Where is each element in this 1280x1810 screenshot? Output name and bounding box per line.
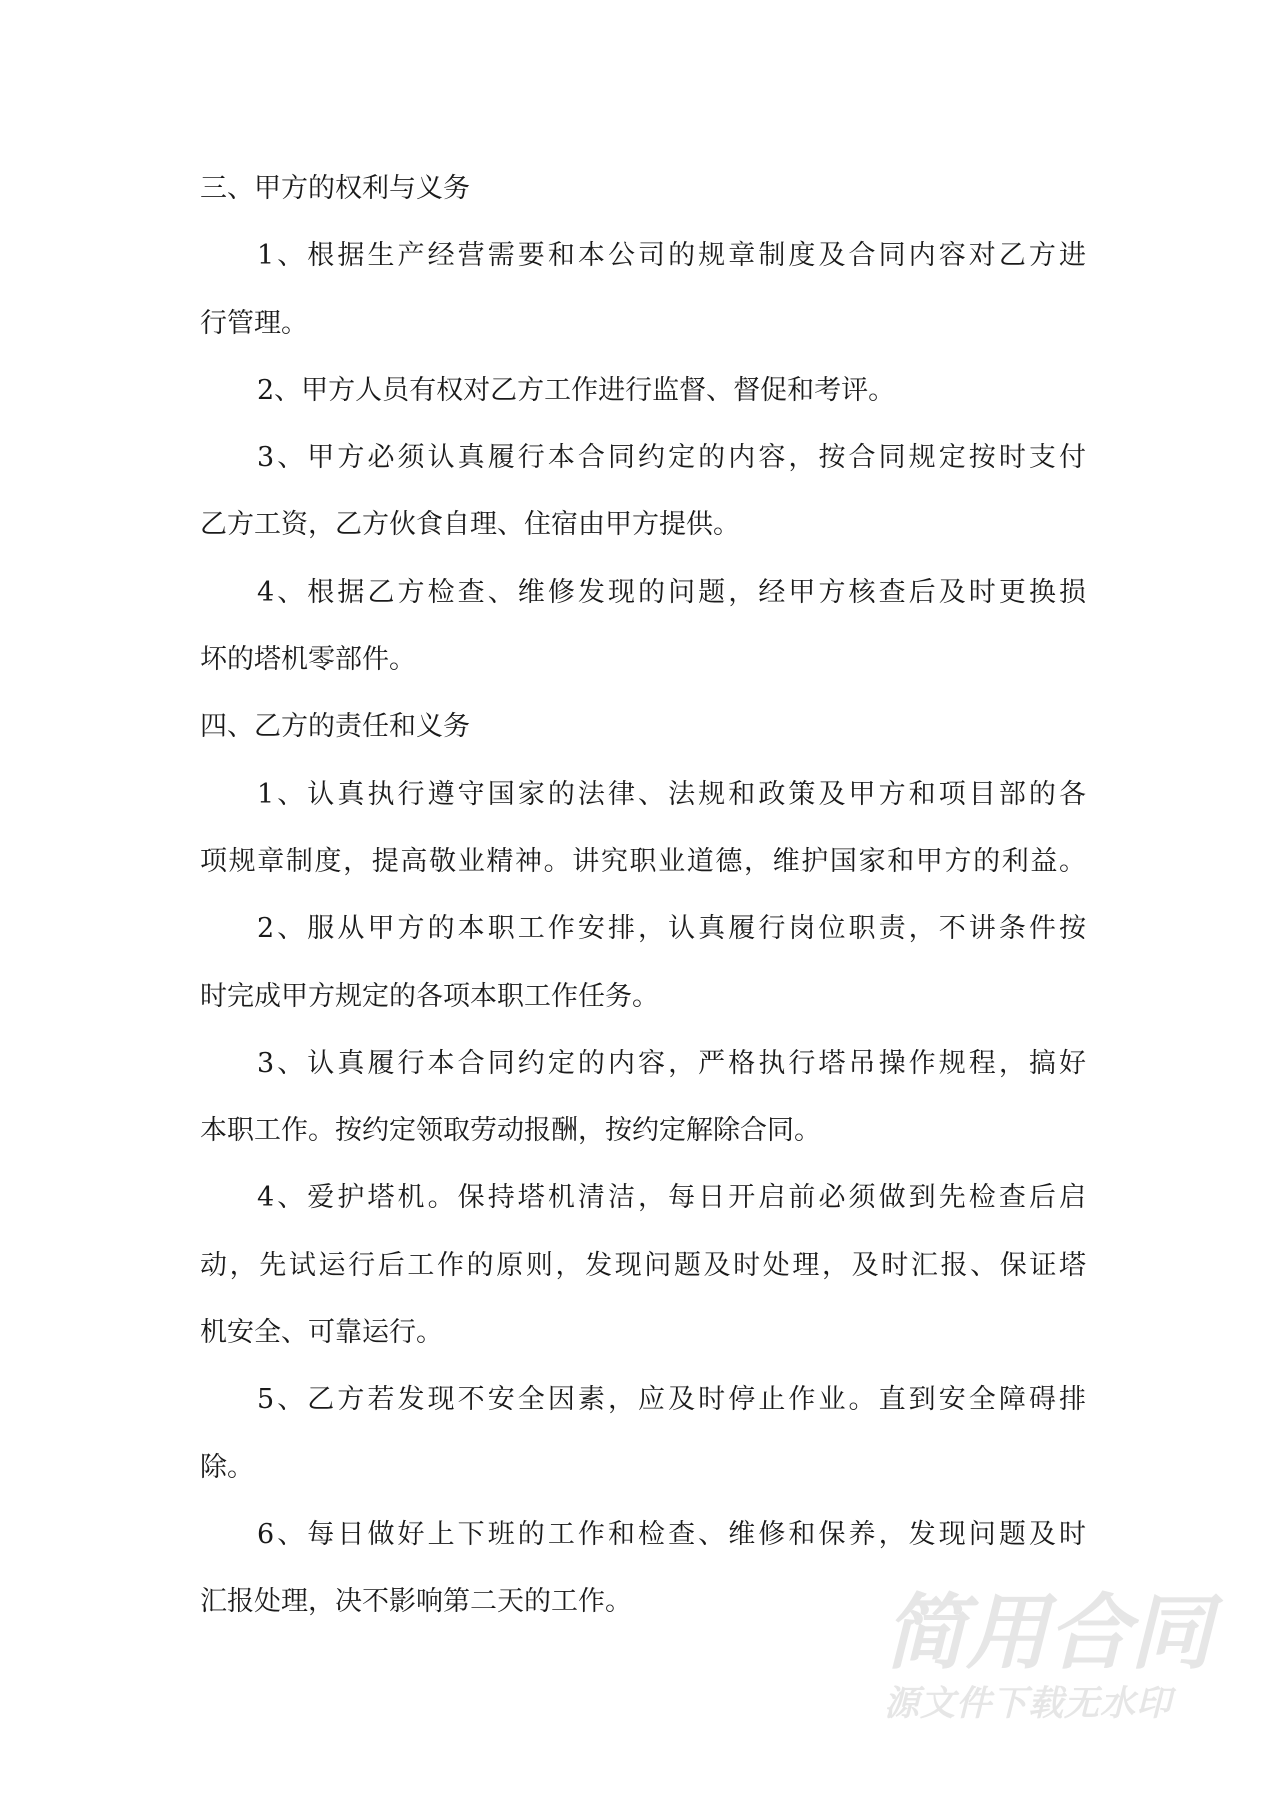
paragraph-line: 2、服从甲方的本职工作安排，认真履行岗位职责，不讲条件按 [257, 913, 1086, 945]
document-body [200, 155, 1086, 1636]
section-heading: 四、乙方的责任和义务 [200, 711, 470, 743]
paragraph-line: 3、认真履行本合同约定的内容，严格执行塔吊操作规程，搞好 [257, 1047, 1086, 1079]
paragraph-line: 时完成甲方规定的各项本职工作任务。 [200, 980, 659, 1012]
paragraph-line: 1、根据生产经营需要和本公司的规章制度及合同内容对乙方进 [257, 240, 1086, 272]
paragraph-line: 坏的塔机零部件。 [200, 644, 416, 676]
watermark-subtitle: 源文件下载无水印 [884, 1684, 1173, 1724]
paragraph-line: 4、爱护塔机。保持塔机清洁，每日开启前必须做到先检查后启 [257, 1182, 1086, 1214]
paragraph-line: 1、认真执行遵守国家的法律、法规和政策及甲方和项目部的各 [257, 778, 1086, 810]
paragraph-line: 2、甲方人员有权对乙方工作进行监督、督促和考评。 [257, 374, 896, 406]
paragraph-line: 6、每日做好上下班的工作和检查、维修和保养，发现问题及时 [257, 1518, 1086, 1550]
paragraph-line: 汇报处理，决不影响第二天的工作。 [200, 1586, 632, 1618]
paragraph-line: 行管理。 [200, 307, 308, 339]
section-heading: 三、甲方的权利与义务 [200, 173, 470, 204]
paragraph-line: 项规章制度，提高敬业精神。讲究职业道德，维护国家和甲方的利益。 [200, 845, 1086, 877]
paragraph-line: 3、甲方必须认真履行本合同约定的内容，按合同规定按时支付 [257, 442, 1086, 474]
paragraph-line: 4、根据乙方检查、维修发现的问题，经甲方核查后及时更换损 [257, 576, 1086, 608]
watermark-title: 简用合同 [884, 1586, 1212, 1681]
paragraph-line: 乙方工资，乙方伙食自理、住宿由甲方提供。 [200, 509, 740, 541]
paragraph-line: 机安全、可靠运行。 [200, 1317, 443, 1349]
paragraph-line: 5、乙方若发现不安全因素，应及时停止作业。直到安全障碍排 [257, 1384, 1086, 1416]
paragraph-line: 动，先试运行后工作的原则，发现问题及时处理，及时汇报、保证塔 [200, 1249, 1086, 1281]
paragraph-line: 除。 [200, 1451, 254, 1483]
paragraph-line: 本职工作。按约定领取劳动报酬，按约定解除合同。 [200, 1115, 821, 1147]
